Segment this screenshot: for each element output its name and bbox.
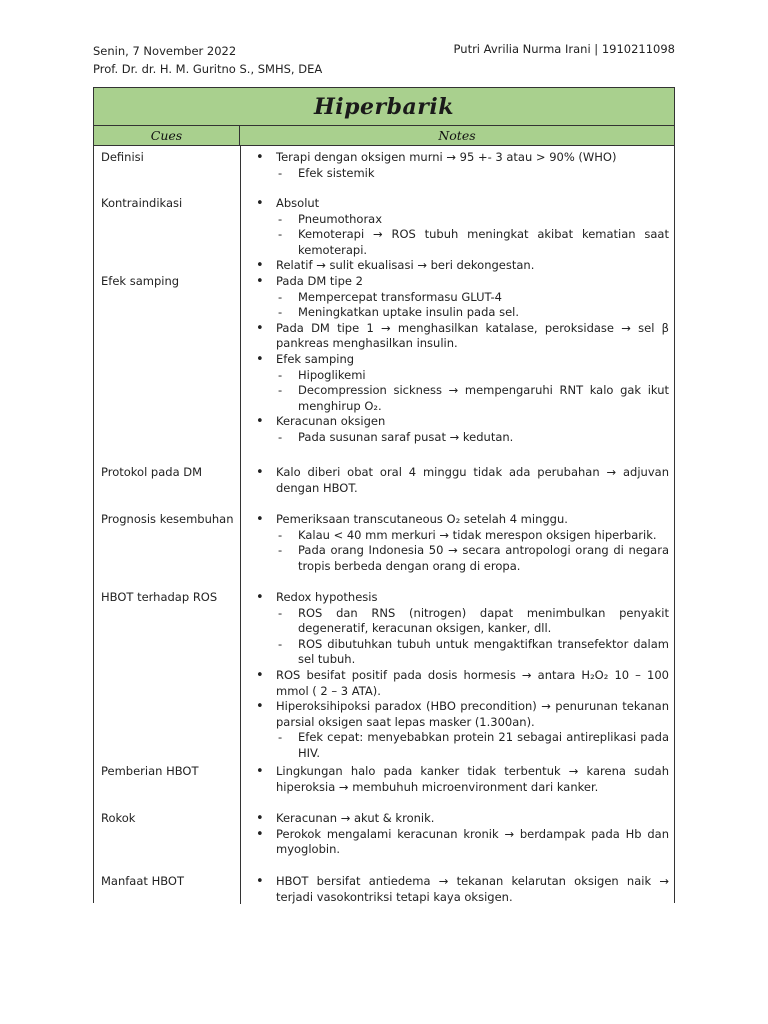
column-divider (240, 146, 241, 904)
bullet-item: • Pada DM tipe 1 → menghasilkan katalase, peroksidase → sel β pankreas menghasilkan insulin. (258, 321, 669, 352)
dash-item: - Efek cepat: menyebabkan protein 21 sebagai antireplikasi pada HIV. (258, 730, 669, 761)
bullet-item: • Kalo diberi obat oral 4 minggu tidak ada perubahan → adjuvan dengan HBOT. (258, 465, 669, 496)
notes-block (258, 465, 669, 496)
cues-column-header: Cues (94, 126, 240, 146)
notes-block (258, 811, 669, 858)
page-title: Hiperbarik (314, 94, 454, 120)
dash-item: - Pada orang Indonesia 50 → secara antropologi orang di negara tropis berbeda dengan orang di eropa. (258, 543, 669, 574)
cue-label: Protokol pada DM (101, 465, 203, 479)
notes-block (258, 512, 669, 574)
notes-block (258, 590, 669, 762)
notes-block (258, 764, 669, 795)
bullet-item: • Redox hypothesis (258, 590, 669, 606)
dash-item: - Kemoterapi → ROS tubuh meningkat akibat kematian saat kemoterapi. (258, 227, 669, 258)
cue-label: Rokok (101, 811, 136, 825)
cornell-notes-table (93, 87, 675, 903)
lecturer-name: Prof. Dr. dr. H. M. Guritno S., SMHS, DEA (93, 62, 323, 76)
bullet-item: • Lingkungan halo pada kanker tidak terbentuk → karena sudah hiperoksia → membuhuh microenvironment dari kanker. (258, 764, 669, 795)
cue-label: Manfaat HBOT (101, 874, 184, 888)
notes-block (258, 150, 669, 181)
bullet-item: • Terapi dengan oksigen murni → 95 +- 3 atau > 90% (WHO) (258, 150, 669, 166)
bullet-item: • ROS besifat positif pada dosis hormesis → antara H₂O₂ 10 – 100 mmol ( 2 – 3 ATA). (258, 668, 669, 699)
bullet-item: • Efek samping (258, 352, 669, 368)
bullet-item: • Keracunan oksigen (258, 414, 669, 430)
dash-item: - Mempercepat transformasu GLUT-4 (258, 290, 669, 306)
cue-label: Prognosis kesembuhan (101, 512, 234, 526)
dash-item: - Meningkatkan uptake insulin pada sel. (258, 305, 669, 321)
dash-item: - Decompression sickness → mempengaruhi RNT kalo gak ikut menghirup O₂. (258, 383, 669, 414)
dash-item: - Hipoglikemi (258, 368, 669, 384)
dash-item: - Kalau < 40 mm merkuri → tidak merespon oksigen hiperbarik. (258, 528, 669, 544)
bullet-item: • Absolut (258, 196, 669, 212)
bullet-item: • Pada DM tipe 2 (258, 274, 669, 290)
bullet-item: • Relatif → sulit ekualisasi → beri dekongestan. (258, 258, 669, 274)
bullet-item: • Keracunan → akut & kronik. (258, 811, 669, 827)
dash-item: - Pada susunan saraf pusat → kedutan. (258, 430, 669, 446)
cue-label: Definisi (101, 150, 144, 164)
dash-item: - ROS dan RNS (nitrogen) dapat menimbulkan penyakit degeneratif, keracunan oksigen, kanker, dll. (258, 606, 669, 637)
bullet-item: • Hiperoksihipoksi paradox (HBO precondition) → penurunan tekanan parsial oksigen saat lepas masker (1.300an). (258, 699, 669, 730)
notes-block (258, 196, 669, 274)
lecture-date: Senin, 7 November 2022 (93, 44, 237, 58)
cue-label: Efek samping (101, 274, 180, 288)
dash-item: - Efek sistemik (258, 166, 669, 182)
document-header-left (93, 42, 322, 78)
bullet-item: • Pemeriksaan transcutaneous O₂ setelah 4 minggu. (258, 512, 669, 528)
notes-block (258, 874, 669, 905)
bullet-item: • Perokok mengalami keracunan kronik → berdampak pada Hb dan myoglobin. (258, 827, 669, 858)
notes-column-header: Notes (240, 126, 674, 146)
bullet-item: • HBOT bersifat antiedema → tekanan kelarutan oksigen naik → terjadi vasokontriksi tetapi kaya oksigen. (258, 874, 669, 905)
cue-label: Pemberian HBOT (101, 764, 199, 778)
cue-label: Kontraindikasi (101, 196, 183, 210)
author-info: Putri Avrilia Nurma Irani | 1910211098 (453, 42, 675, 56)
dash-item: - Pneumothorax (258, 212, 669, 228)
dash-item: - ROS dibutuhkan tubuh untuk mengaktifkan transefektor dalam sel tubuh. (258, 637, 669, 668)
title-bar (94, 88, 674, 126)
cue-label: HBOT terhadap ROS (101, 590, 218, 604)
notes-block (258, 274, 669, 446)
